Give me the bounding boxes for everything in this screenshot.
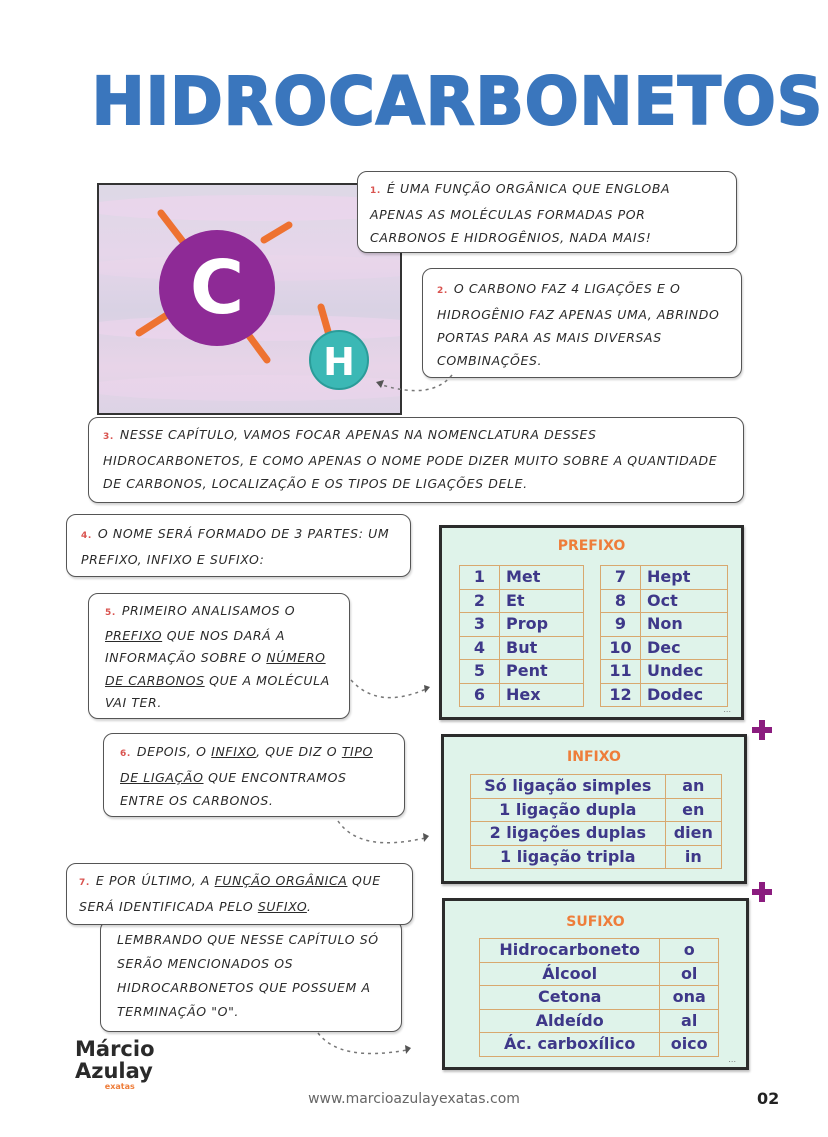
table-row — [601, 589, 728, 613]
table-cell: 8 — [601, 589, 641, 613]
svg-text:H: H — [323, 340, 355, 384]
table-cell: 12 — [601, 683, 641, 707]
table-row — [471, 775, 722, 799]
table-cell: 9 — [601, 613, 641, 637]
table-row — [480, 986, 719, 1010]
table-cell: Dec — [641, 636, 728, 660]
infixo-rows — [470, 774, 722, 869]
table-row — [471, 822, 722, 846]
website-link[interactable]: www.marcioazulayexatas.com — [308, 1091, 520, 1107]
table-cell: an — [665, 775, 721, 799]
sufixo-table: SUFIXO Hidrocarboneto o Álcool ol Cetona ona Aldeído al Ác. carboxílico oico ... — [442, 898, 749, 1070]
table-row — [601, 636, 728, 660]
note-5: 5. PRIMEIRO ANALISAMOS O PREFIXO QUE NOS DARÁ A INFORMAÇÃO SOBRE O NÚMERO DE CARBONOS QUE A MOLÉCULA VAI TER. — [88, 593, 350, 719]
table-cell: ona — [660, 986, 719, 1010]
dotted-arrow-icon — [315, 1030, 415, 1065]
table-row — [460, 589, 584, 613]
note-7: 7. E POR ÚLTIMO, A FUNÇÃO ORGÂNICA QUE SERÁ IDENTIFICADA PELO SUFIXO. — [66, 863, 413, 925]
table-cell: 5 — [460, 660, 500, 684]
table-row — [601, 683, 728, 707]
table-cell: Hex — [500, 683, 584, 707]
prefixo-table: PREFIXO 1 Met 2 Et 3 Prop 4 But 5 Pent 6 Hex 7 Hept 8 Oct 9 Non 10 Dec 11 Undec 12 Dodec ... — [439, 525, 744, 720]
prefixo-title: PREFIXO — [557, 538, 626, 554]
table-cell: Ác. carboxílico — [480, 1033, 660, 1057]
infixo-title: INFIXO — [567, 749, 621, 765]
plus-icon — [752, 720, 772, 740]
note-1: 1. É UMA FUNÇÃO ORGÂNICA QUE ENGLOBA APENAS AS MOLÉCULAS FORMADAS POR CARBONOS E HIDROGÊNIOS, NADA MAIS! — [357, 171, 737, 253]
table-row — [601, 660, 728, 684]
table-row — [471, 845, 722, 869]
table-cell: Hept — [641, 566, 728, 590]
table-cell: 1 ligação tripla — [471, 845, 666, 869]
note-2: 2. O CARBONO FAZ 4 LIGAÇÕES E O HIDROGÊNIO FAZ APENAS UMA, ABRINDO PORTAS PARA AS MAIS DIVERSAS COMBINAÇÕES. — [422, 268, 742, 378]
table-cell: Só ligação simples — [471, 775, 666, 799]
table-cell: Aldeído — [480, 1009, 660, 1033]
table-cell: Pent — [500, 660, 584, 684]
table-row — [480, 962, 719, 986]
dotted-arrow-icon — [348, 675, 433, 715]
table-cell: Prop — [500, 613, 584, 637]
table-cell: Oct — [641, 589, 728, 613]
table-row — [460, 636, 584, 660]
note-6: 6. DEPOIS, O INFIXO, QUE DIZ O TIPO DE LIGAÇÃO QUE ENCONTRAMOS ENTRE OS CARBONOS. — [103, 733, 405, 817]
table-cell: dien — [665, 822, 721, 846]
table-row — [471, 798, 722, 822]
sufixo-title: SUFIXO — [566, 914, 625, 930]
table-cell: 1 ligação dupla — [471, 798, 666, 822]
note-3: 3. NESSE CAPÍTULO, VAMOS FOCAR APENAS NA NOMENCLATURA DESSES HIDROCARBONETOS, E COMO APENAS O NOME PODE DIZER MUITO SOBRE A QUANTIDADE DE CARBONOS, LOCALIZAÇÃO E OS TIPOS DE LIGAÇÕES DELE. — [88, 417, 744, 503]
table-cell: oico — [660, 1033, 719, 1057]
brand-logo: Márcio Azulay exatas — [75, 1037, 155, 1091]
page-title: HIDROCARBONETOS — [91, 63, 824, 140]
table-row — [460, 660, 584, 684]
plus-icon — [752, 882, 772, 902]
table-cell: 2 — [460, 589, 500, 613]
table-cell: Hidrocarboneto — [480, 939, 660, 963]
prefixo-table-right — [600, 565, 728, 707]
table-row — [480, 939, 719, 963]
table-cell: 2 ligações duplas — [471, 822, 666, 846]
table-cell: 1 — [460, 566, 500, 590]
dotted-arrow-icon — [372, 370, 472, 405]
svg-text:C: C — [189, 245, 245, 331]
table-row — [460, 613, 584, 637]
table-cell: 11 — [601, 660, 641, 684]
table-cell: 3 — [460, 613, 500, 637]
table-cell: Non — [641, 613, 728, 637]
sufixo-rows — [479, 938, 719, 1057]
table-row — [460, 566, 584, 590]
note-8: LEMBRANDO QUE NESSE CAPÍTULO SÓ SERÃO MENCIONADOS OS HIDROCARBONETOS QUE POSSUEM A TERMINAÇÃO "O". — [100, 920, 402, 1032]
table-row — [480, 1009, 719, 1033]
page-number: 02 — [757, 1089, 780, 1108]
table-row — [480, 1033, 719, 1057]
table-cell: Dodec — [641, 683, 728, 707]
table-cell: 10 — [601, 636, 641, 660]
note-4: 4. O NOME SERÁ FORMADO DE 3 PARTES: UM PREFIXO, INFIXO E SUFIXO: — [66, 514, 411, 577]
table-cell: o — [660, 939, 719, 963]
dotted-arrow-icon — [335, 818, 435, 858]
table-cell: 7 — [601, 566, 641, 590]
table-cell: al — [660, 1009, 719, 1033]
table-cell: Cetona — [480, 986, 660, 1010]
table-cell: 4 — [460, 636, 500, 660]
table-cell: Álcool — [480, 962, 660, 986]
table-cell: en — [665, 798, 721, 822]
table-row — [460, 683, 584, 707]
table-row — [601, 613, 728, 637]
table-cell: in — [665, 845, 721, 869]
infixo-table — [441, 734, 747, 884]
table-cell: Et — [500, 589, 584, 613]
table-cell: 6 — [460, 683, 500, 707]
table-cell: Met — [500, 566, 584, 590]
table-cell: ol — [660, 962, 719, 986]
table-cell: Undec — [641, 660, 728, 684]
table-cell: But — [500, 636, 584, 660]
prefixo-table-left — [459, 565, 584, 707]
table-row — [601, 566, 728, 590]
